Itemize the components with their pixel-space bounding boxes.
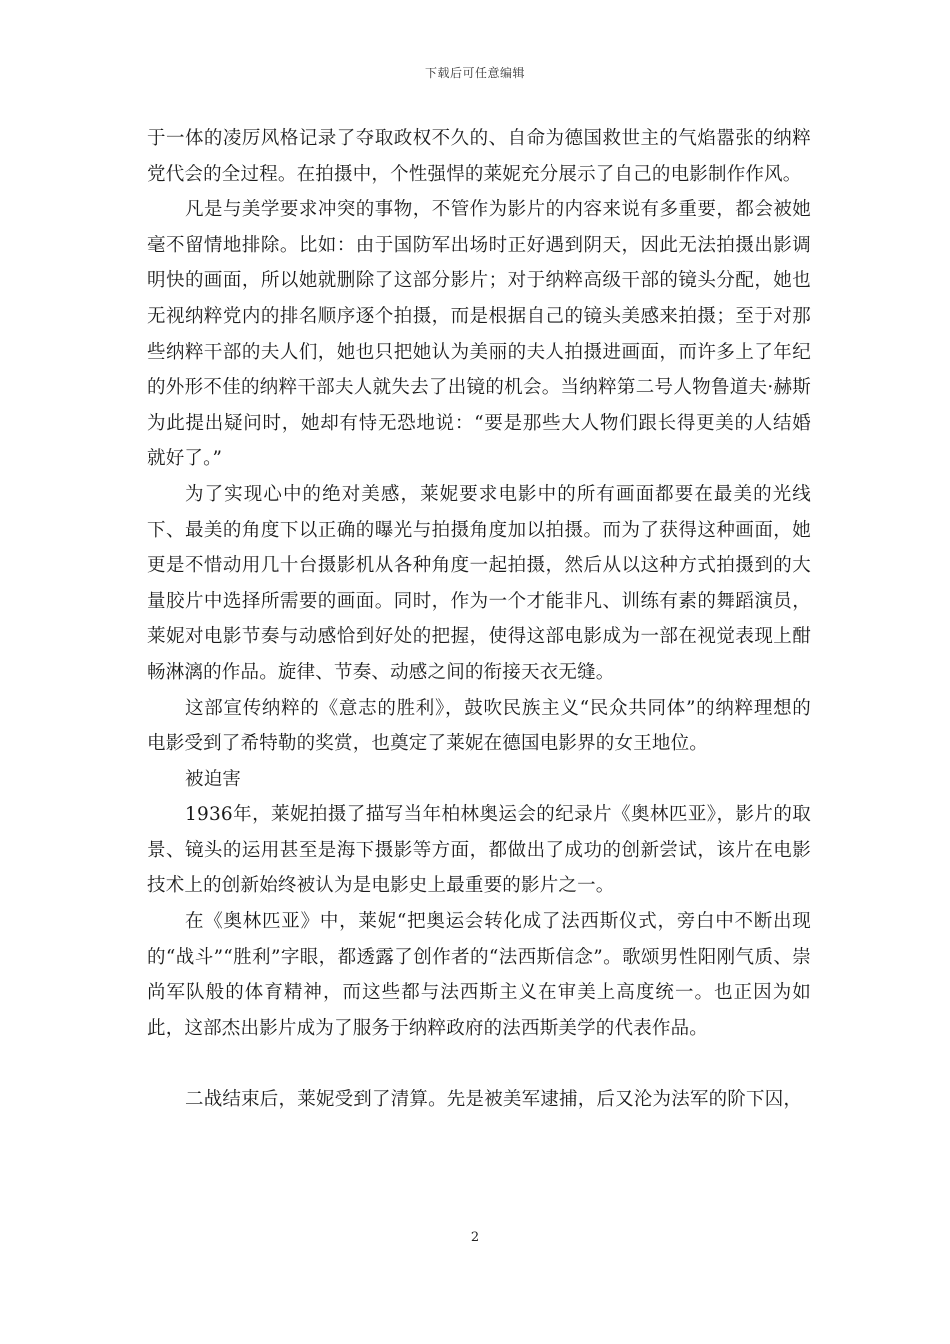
- paragraph-postwar: 二战结束后，莱妮受到了清算。先是被美军逮捕，后又沦为法军的阶下囚，: [185, 1089, 803, 1111]
- paragraph-fascist-aesthetics: 在《奥林匹亚》中，莱妮“把奥运会转化成了法西斯仪式，旁白中不断出现的“战斗”“胜利”字眼，都透露了创作者的“法西斯信念”。歌颂男性阳刚气质、崇尚军队般的体育精神，而这些都与法西斯主义在审美上高度统一。也正因为如此，这部杰出影片成为了服务于纳粹政府的法西斯美学的代表作品。: [147, 911, 811, 1039]
- page-number: 2: [470, 1230, 480, 1245]
- paragraph-triumph-of-will: 这部宣传纳粹的《意志的胜利》，鼓吹民族主义“民众共同体”的纳粹理想的电影受到了希特勒的奖赏，也奠定了莱妮在德国电影界的女王地位。: [147, 697, 811, 755]
- paragraph-spacer: [147, 1046, 811, 1082]
- section-heading-persecuted: 被迫害: [185, 768, 242, 790]
- page-header: 下载后可任意编辑: [424, 66, 525, 80]
- document-body: [147, 121, 811, 1118]
- paragraph-continuation: 于一体的凌厉风格记录了夺取政权不久的、自命为德国救世主的气焰嚣张的纳粹党代会的全过程。在拍摄中，个性强悍的莱妮充分展示了自己的电影制作作风。: [147, 128, 811, 185]
- paragraph-olympia: 1936年，莱妮拍摄了描写当年柏林奥运会的纪录片《奥林匹亚》，影片的取景、镜头的运用甚至是海下摄影等方面，都做出了成功的创新尝试，该片在电影技术上的创新始终被认为是电影史上最重要的影片之一。: [147, 804, 811, 897]
- paragraph-absolute-beauty: 为了实现心中的绝对美感，莱妮要求电影中的所有画面都要在最美的光线下、最美的角度下以正确的曝光与拍摄角度加以拍摄。而为了获得这种画面，她更是不惜动用几十台摄影机从各种角度一起拍摄，然后从以这种方式拍摄到的大量胶片中选择所需要的画面。同时，作为一个才能非凡、训练有素的舞蹈演员，莱妮对电影节奏与动感恰到好处的把握，使得这部电影成为一部在视觉表现上酣畅淋漓的作品。旋律、节奏、动感之间的衔接天衣无缝。: [147, 483, 811, 683]
- paragraph-aesthetics: 凡是与美学要求冲突的事物，不管作为影片的内容来说有多重要，都会被她毫不留情地排除。比如：由于国防军出场时正好遇到阴天，因此无法拍摄出影调明快的画面，所以她就删除了这部分影片；对于纳粹高级干部的镜头分配，她也无视纳粹党内的排名顺序逐个拍摄，而是根据自己的镜头美感来拍摄；至于对那些纳粹干部的夫人们，她也只把她认为美丽的夫人拍摄进画面，而许多上了年纪的外形不佳的纳粹干部夫人就失去了出镜的机会。当纳粹第二号人物鲁道夫·赫斯为此提出疑问时，她却有恃无恐地说：“要是那些大人物们跟长得更美的人结婚就好了。”: [147, 199, 811, 470]
